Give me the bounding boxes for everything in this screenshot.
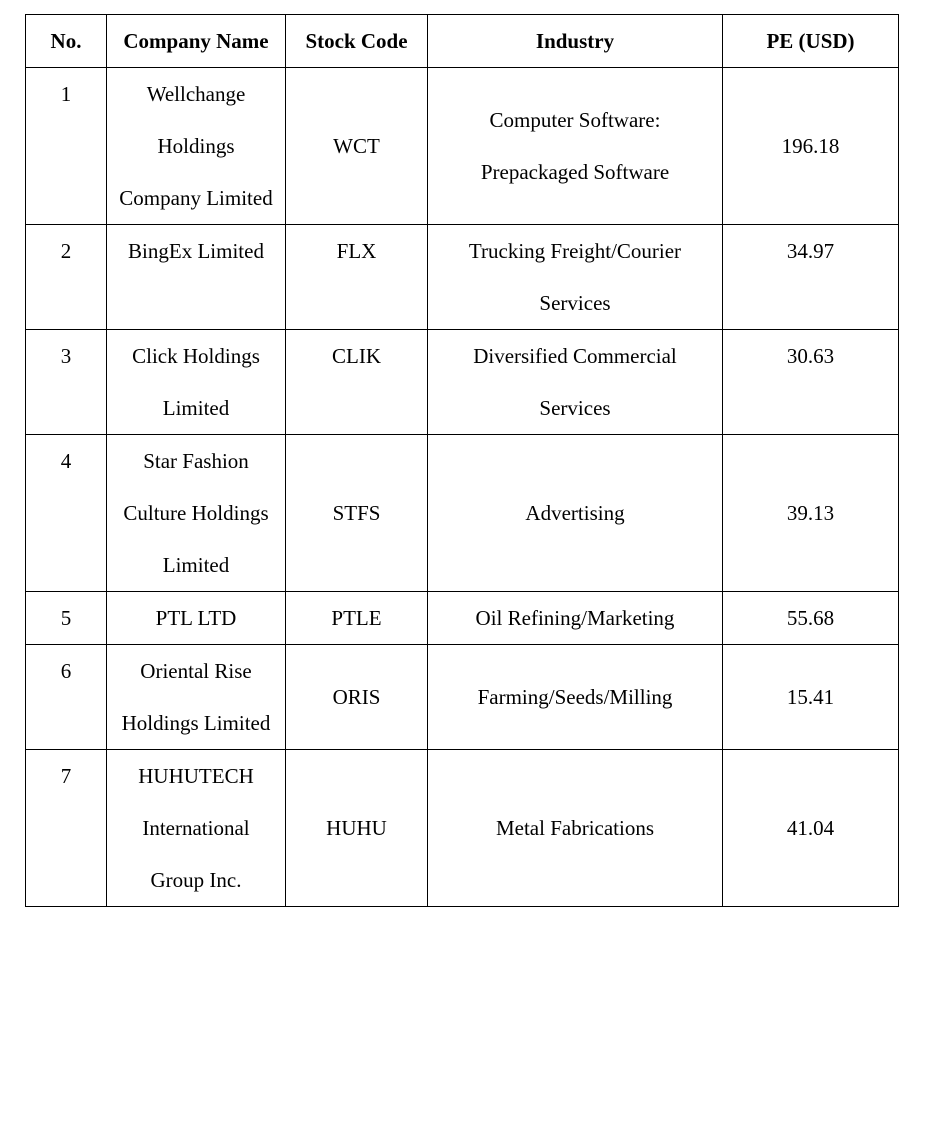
header-stock-code: Stock Code <box>286 15 428 68</box>
header-industry: Industry <box>428 15 723 68</box>
cell-stock-code: STFS <box>286 435 428 592</box>
header-company-name: Company Name <box>107 15 286 68</box>
cell-industry: Trucking Freight/Courier Services <box>428 225 723 330</box>
cell-pe: 34.97 <box>723 225 899 330</box>
table-row <box>26 435 899 592</box>
table-body <box>26 68 899 907</box>
cell-industry: Oil Refining/Marketing <box>428 592 723 645</box>
table-row <box>26 225 899 330</box>
cell-no: 7 <box>26 750 107 907</box>
pe-table <box>25 14 899 907</box>
cell-no: 5 <box>26 592 107 645</box>
cell-no: 2 <box>26 225 107 330</box>
cell-company-name: Oriental Rise Holdings Limited <box>107 645 286 750</box>
table-row <box>26 750 899 907</box>
cell-pe: 55.68 <box>723 592 899 645</box>
cell-no: 3 <box>26 330 107 435</box>
cell-no: 4 <box>26 435 107 592</box>
cell-pe: 41.04 <box>723 750 899 907</box>
cell-stock-code: ORIS <box>286 645 428 750</box>
table-header <box>26 15 899 68</box>
cell-stock-code: HUHU <box>286 750 428 907</box>
cell-no: 1 <box>26 68 107 225</box>
cell-pe: 15.41 <box>723 645 899 750</box>
cell-pe: 196.18 <box>723 68 899 225</box>
table-row <box>26 68 899 225</box>
cell-stock-code: CLIK <box>286 330 428 435</box>
cell-no: 6 <box>26 645 107 750</box>
cell-company-name: HUHUTECH International Group Inc. <box>107 750 286 907</box>
cell-stock-code: WCT <box>286 68 428 225</box>
cell-industry: Computer Software: Prepackaged Software <box>428 68 723 225</box>
cell-stock-code: PTLE <box>286 592 428 645</box>
table-row <box>26 592 899 645</box>
cell-company-name: Star Fashion Culture Holdings Limited <box>107 435 286 592</box>
cell-pe: 39.13 <box>723 435 899 592</box>
header-no: No. <box>26 15 107 68</box>
cell-industry: Advertising <box>428 435 723 592</box>
cell-industry: Metal Fabrications <box>428 750 723 907</box>
cell-pe: 30.63 <box>723 330 899 435</box>
cell-company-name: PTL LTD <box>107 592 286 645</box>
cell-company-name: Click Holdings Limited <box>107 330 286 435</box>
cell-stock-code: FLX <box>286 225 428 330</box>
header-row <box>26 15 899 68</box>
cell-company-name: Wellchange Holdings Company Limited <box>107 68 286 225</box>
cell-industry: Farming/Seeds/Milling <box>428 645 723 750</box>
cell-company-name: BingEx Limited <box>107 225 286 330</box>
header-pe: PE (USD) <box>723 15 899 68</box>
cell-industry: Diversified Commercial Services <box>428 330 723 435</box>
table-row <box>26 645 899 750</box>
table-row <box>26 330 899 435</box>
